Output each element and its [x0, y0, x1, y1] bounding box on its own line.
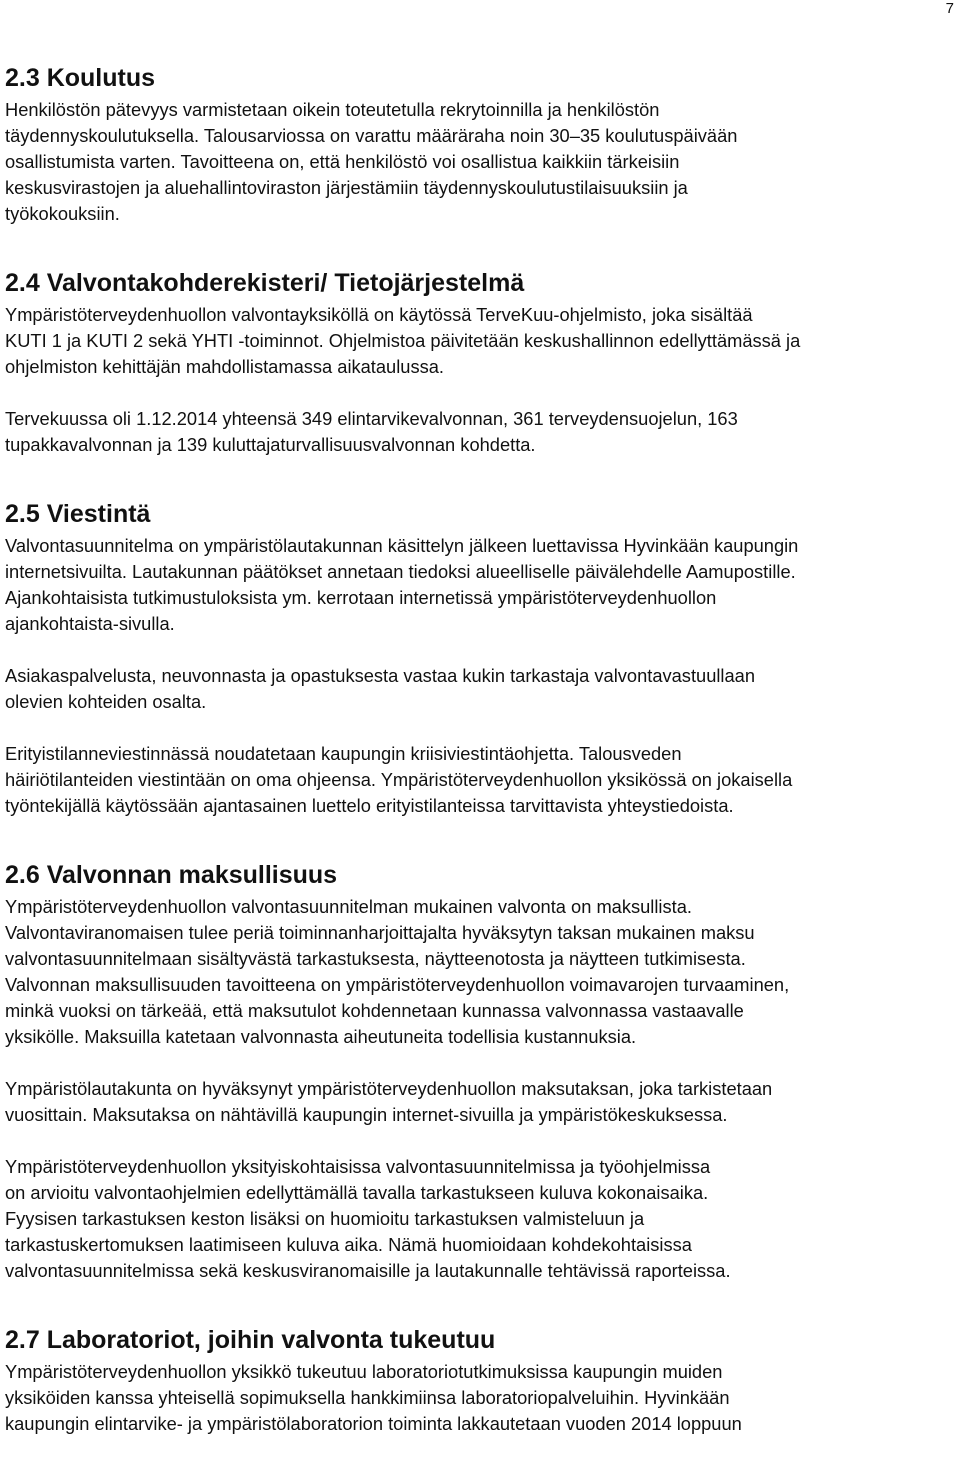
section-paragraph: Ympäristöterveydenhuollon valvontayksiköllä on käytössä TerveKuu-ohjelmisto, joka sisältää KUTI 1 ja KUTI 2 sekä YHTI -toiminnot. Ohjelmistoa päivitetään keskushallinnon edellyttämässä ja ohjelmiston kehittäjän mahdollistamassa aikataulussa.: [5, 304, 801, 377]
section-heading-laboratoriot: 2.7 Laboratoriot, joihin valvonta tukeutuu: [5, 1326, 496, 1354]
section-paragraph: Tervekuussa oli 1.12.2014 yhteensä 349 elintarvikevalvonnan, 361 terveydensuojelun, 163 tupakkavalvonnan ja 139 kuluttajaturvallisuusvalvonnan kohdetta.: [5, 408, 738, 455]
section-paragraph: Asiakaspalvelusta, neuvonnasta ja opastuksesta vastaa kukin tarkastaja valvontavastuullaan olevien kohteiden osalta.: [5, 665, 755, 712]
section-heading-valvontakohderekisteri: 2.4 Valvontakohderekisteri/ Tietojärjestelmä: [5, 269, 525, 297]
section-paragraph: Henkilöstön pätevyys varmistetaan oikein toteutetulla rekrytoinnilla ja henkilöstön täydennyskoulutuksella. Talousarviossa on varattu määräraha noin 30–35 koulutuspäivään osallistumista varten. Tavoitteena on, että henkilöstö voi osallistua kaikkiin tärkeisiin keskusvirastojen ja aluehallintoviraston järjestämiin täydennyskoulutustilaisuuksiin ja työkokouksiin.: [5, 99, 738, 224]
page-number: 7: [945, 0, 954, 17]
section-paragraph: Ympäristölautakunta on hyväksynyt ympäristöterveydenhuollon maksutaksan, joka tarkistetaan vuosittain. Maksutaksa on nähtävillä kaupungin internet-sivuilla ja ympäristökeskuksessa.: [5, 1078, 773, 1125]
section-paragraph: Erityistilanneviestinnässä noudatetaan kaupungin kriisiviestintäohjetta. Talousveden häiriötilanteiden viestintään on oma ohjeensa. Ympäristöterveydenhuollon yksikössä on jokaisella työntekijällä käytössään ajantasainen luettelo erityistilanteissa tarvittavista yhteystiedoista.: [5, 743, 793, 816]
section-heading-koulutus: 2.3 Koulutus: [5, 64, 156, 92]
section-paragraph: Valvontasuunnitelma on ympäristölautakunnan käsittelyn jälkeen luettavissa Hyvinkään kaupungin internetsivuilta. Lautakunnan päätökset annetaan tiedoksi alueelliselle päivälehdelle Aamupostille. Ajankohtaisista tutkimustuloksista ym. kerrotaan internetissä ympäristöterveydenhuollon ajankohtaista-sivulla.: [5, 535, 799, 634]
section-heading-valvonnan-maksullisuus: 2.6 Valvonnan maksullisuus: [5, 861, 338, 889]
document-body: [5, 62, 960, 1437]
section-paragraph: Ympäristöterveydenhuollon yksityiskohtaisissa valvontasuunnitelmissa ja työohjelmissa on arvioitu valvontaohjelmien edellyttämällä tavalla tarkastukseen kuluva kokonaisaika. Fyysisen tarkastuksen keston lisäksi on huomioitu tarkastuksen valmisteluun ja tarkastuskertomuksen laatimiseen kuluva aika. Nämä huomioidaan kohdekohtaisissa valvontasuunnitelmissa sekä keskusviranomaisille ja lautakunnalle tehtävissä raporteissa.: [5, 1156, 731, 1281]
section-paragraph: Ympäristöterveydenhuollon valvontasuunnitelman mukainen valvonta on maksullista. Valvontaviranomaisen tulee periä toiminnanharjoittajalta hyväksytyn taksan mukainen maksu valvontasuunnitelmaan sisältyvästä tarkastuksesta, näytteenotosta ja näytteen tutkimisesta. Valvonnan maksullisuuden tavoitteena on ympäristöterveydenhuollon voimavarojen turvaaminen, minkä vuoksi on tärkeää, että maksutulot kohdennetaan kunnassa valvonnassa vastaavalle yksikölle. Maksuilla katetaan valvonnasta aiheutuneita todellisia kustannuksia.: [5, 896, 790, 1047]
section-paragraph: Ympäristöterveydenhuollon yksikkö tukeutuu laboratoriotutkimuksissa kaupungin muiden yksiköiden kanssa yhteisellä sopimuksella hankkimiinsa laboratoriopalveluihin. Hyvinkään kaupungin elintarvike- ja ympäristölaboratorion toiminta lakkautetaan vuoden 2014 loppuun: [5, 1361, 742, 1434]
section-heading-viestinta: 2.5 Viestintä: [5, 500, 151, 528]
